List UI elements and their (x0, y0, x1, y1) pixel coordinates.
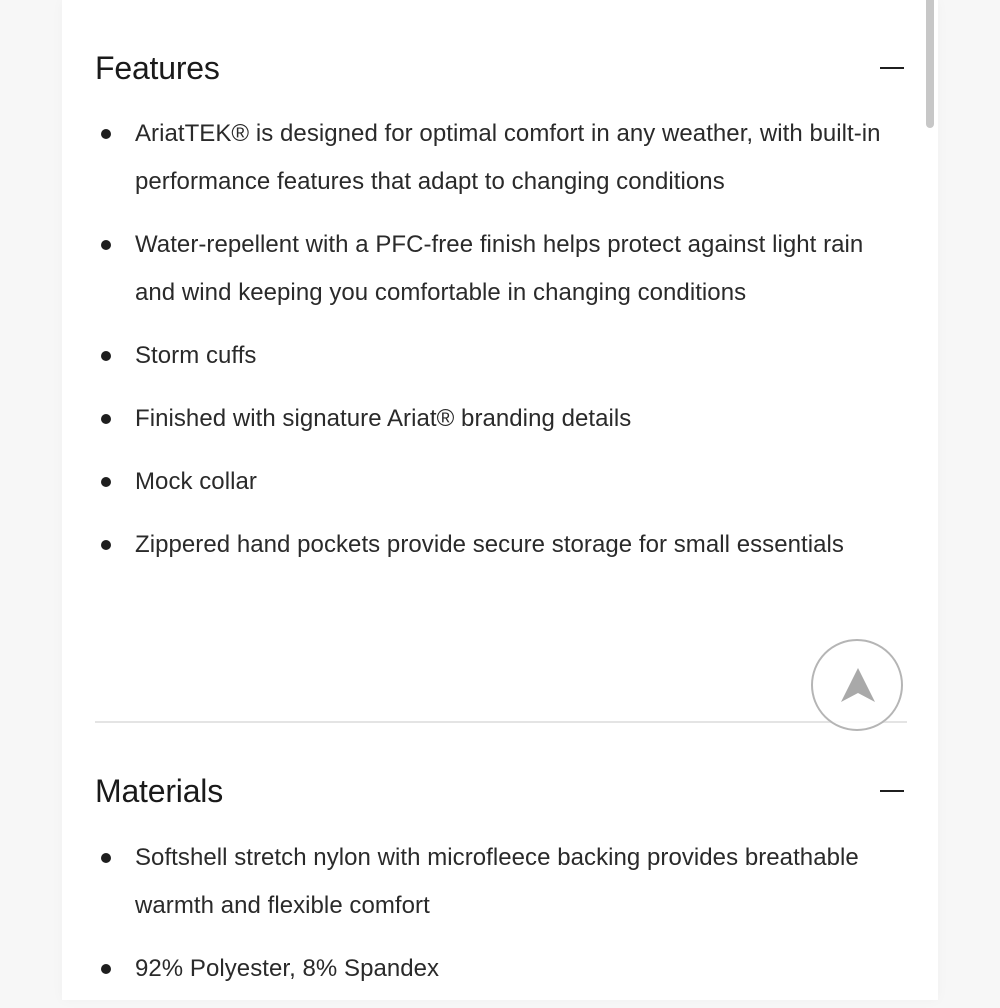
section-divider (95, 721, 907, 723)
arrow-up-icon (838, 665, 878, 705)
back-to-top-button[interactable] (811, 639, 903, 731)
features-title: Features (95, 50, 220, 86)
materials-list (95, 834, 907, 1008)
list-item: Softshell stretch nylon with microfleece backing provides breathable warmth and flexible comfort (95, 834, 907, 930)
features-header[interactable] (95, 44, 907, 92)
list-item: Finished with signature Ariat® branding details (95, 395, 907, 443)
list-item: AriatTEK® is designed for optimal comfort in any weather, with built-in performance features that adapt to changing conditions (95, 110, 907, 206)
scrollbar-thumb[interactable] (926, 0, 934, 128)
minus-icon[interactable] (880, 780, 904, 804)
materials-header[interactable] (95, 767, 907, 815)
list-item: Water-repellent with a PFC-free finish helps protect against light rain and wind keeping you comfortable in changing conditions (95, 221, 907, 317)
list-item: Mock collar (95, 458, 907, 506)
features-list (95, 110, 907, 584)
minus-icon[interactable] (880, 57, 904, 81)
list-item: Zippered hand pockets provide secure storage for small essentials (95, 521, 907, 569)
materials-title: Materials (95, 773, 224, 809)
list-item: 92% Polyester, 8% Spandex (95, 945, 907, 993)
list-item: Storm cuffs (95, 332, 907, 380)
